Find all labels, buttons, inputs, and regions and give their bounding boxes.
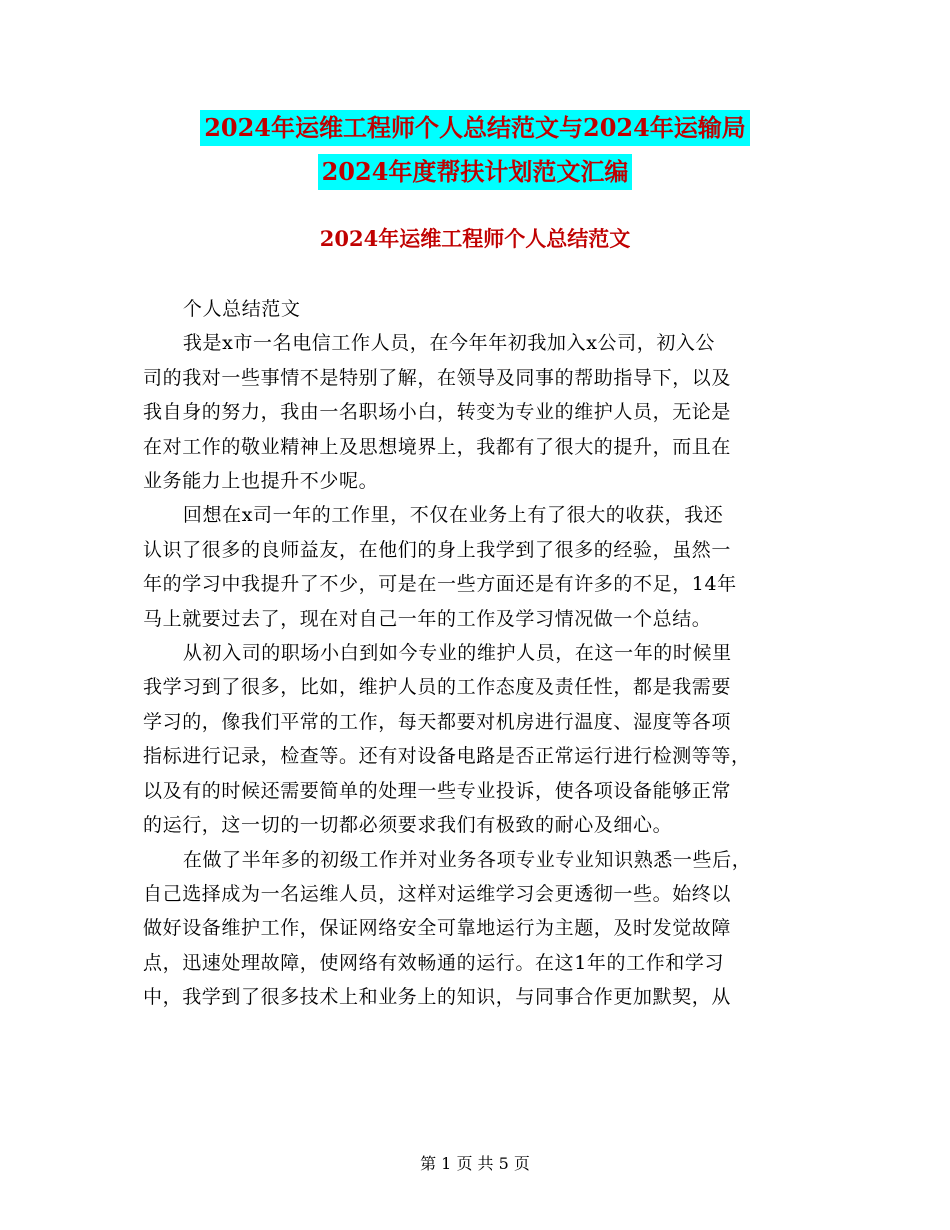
paragraph-line: 的运行，这一切的一切都必须要求我们有极致的耐心及细心。 <box>143 814 673 837</box>
paragraph-line: 中，我学到了很多技术上和业务上的知识，与同事合作更加默契，从 <box>143 986 732 1009</box>
page-footer: 第 1 页 共 5 页 <box>420 1154 530 1173</box>
section-title: 2024年运维工程师个人总结范文 <box>319 226 631 251</box>
document-title <box>0 110 950 190</box>
paragraph-line: 我自身的努力，我由一名职场小白，转变为专业的维护人员，无论是 <box>143 401 732 424</box>
paragraph-line: 在做了半年多的初级工作并对业务各项专业专业知识熟悉一些后， <box>182 848 752 871</box>
paragraph-line: 指标进行记录，检查等。还有对设备电路是否正常运行进行检测等等， <box>143 745 751 768</box>
paragraph-line: 我是x市一名电信工作人员，在今年年初我加入x公司，初入公 <box>182 332 716 355</box>
paragraph-line: 马上就要过去了，现在对自己一年的工作及学习情况做一个总结。 <box>143 607 712 630</box>
paragraph <box>143 326 813 498</box>
title-line-1: 2024年运维工程师个人总结范文与2024年运输局 <box>200 110 750 146</box>
paragraph-line: 点，迅速处理故障，使网络有效畅通的运行。在这1年的工作和学习 <box>143 951 725 974</box>
title-line-2: 2024年度帮扶计划范文汇编 <box>318 154 633 190</box>
paragraph-line: 认识了很多的良师益友，在他们的身上我学到了很多的经验，虽然一 <box>143 538 732 561</box>
paragraph-line: 业务能力上也提升不少呢。 <box>143 470 379 493</box>
paragraph-line: 回想在x司一年的工作里，不仅在业务上有了很大的收获，我还 <box>182 504 724 527</box>
paragraph-line: 司的我对一些事情不是特别了解，在领导及同事的帮助指导下，以及 <box>143 366 732 389</box>
paragraph-line: 从初入司的职场小白到如今专业的维护人员，在这一年的时候里 <box>182 642 732 665</box>
paragraph <box>143 843 813 1015</box>
paragraph-line: 个人总结范文 <box>182 298 301 320</box>
paragraph-line: 学习的，像我们平常的工作，每天都要对机房进行温度、湿度等各项 <box>143 710 732 733</box>
document-body <box>143 292 813 1015</box>
paragraph-line: 年的学习中我提升了不少，可是在一些方面还是有许多的不足，14年 <box>143 573 737 596</box>
paragraph-line: 我学习到了很多，比如，维护人员的工作态度及责任性，都是我需要 <box>143 676 732 699</box>
paragraph <box>143 636 813 842</box>
paragraph <box>143 292 813 326</box>
paragraph-line: 自己选择成为一名运维人员，这样对运维学习会更透彻一些。始终以 <box>143 882 732 905</box>
paragraph-line: 做好设备维护工作，保证网络安全可靠地运行为主题，及时发觉故障 <box>143 917 732 940</box>
paragraph-line: 在对工作的敬业精神上及思想境界上，我都有了很大的提升，而且在 <box>143 435 732 458</box>
paragraph-line: 以及有的时候还需要简单的处理一些专业投诉，使各项设备能够正常 <box>143 779 732 802</box>
paragraph <box>143 498 813 636</box>
